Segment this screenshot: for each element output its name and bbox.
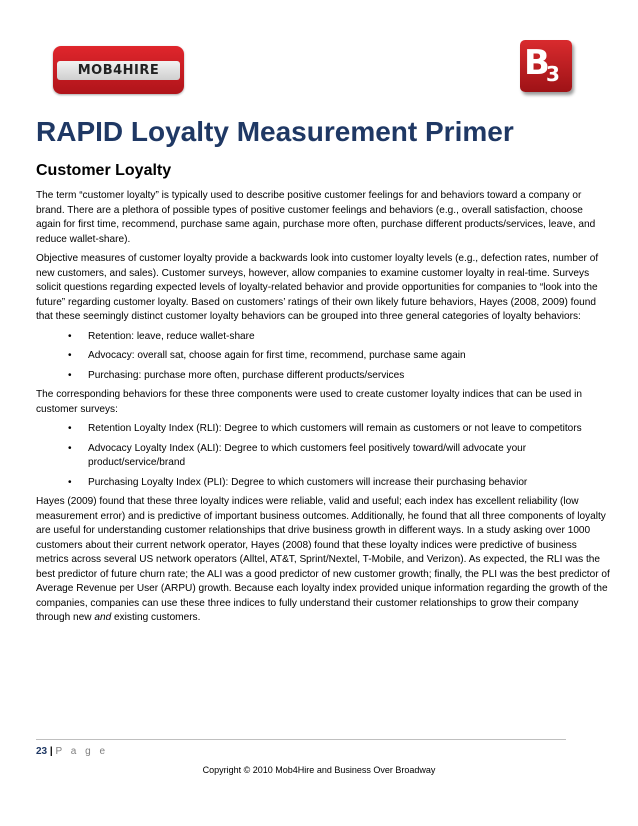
list-item (36, 349, 610, 364)
loyalty-indices-list (36, 422, 610, 490)
list-item (36, 369, 610, 384)
mob4hire-logo-text: MOB4HIRE (57, 61, 180, 80)
loyalty-categories-list (36, 330, 610, 384)
bullet-icon: • (68, 423, 72, 434)
section-heading: Customer Loyalty (36, 162, 172, 179)
copyright-notice: Copyright © 2010 Mob4Hire and Business Over Broadway (202, 765, 436, 775)
paragraph-1: The term “customer loyalty” is typically used to describe positive customer feelings for and behaviors toward a company or brand. There are a plethora of possible types of positive customer feelings and behaviors (e.g., overall satisfaction, choose again for first time, recommend, purchase same again, purchase more often, purchase different products/services, leave, and reduce wallet-share). (36, 190, 596, 245)
b3-logo (520, 40, 572, 92)
list-item-text: Advocacy: overall sat, choose again for first time, recommend, purchase same again (88, 350, 466, 361)
page-number-value: 23 (36, 746, 48, 757)
paragraph-2: Objective measures of customer loyalty provide a backwards look into customer loyalty levels (e.g., defection rates, number of new customers, and sales). Customer surveys, however, allow companies to examine customer loyalty in real-time. Surveys solicit questions regarding expected levels of loyalty-related behavior and provide opportunities for companies to “look into the future” regarding customer loyalty. Based on customers’ ratings of their own likely future behaviors, Hayes (2008, 2009) found that these seemingly distinct customer loyalty behaviors can be grouped into three general categories of loyalty behaviors: (36, 253, 599, 322)
page-label: P a g e (55, 746, 109, 757)
body-text (36, 189, 610, 631)
emphasis-text: and (94, 612, 112, 623)
paragraph-4 (36, 495, 610, 626)
bullet-icon: • (68, 442, 72, 454)
paragraph-4-end: existing customers. (111, 612, 201, 623)
footer-divider (36, 739, 566, 740)
bullet-icon: • (68, 476, 72, 488)
list-item-text: Purchasing: purchase more often, purchase different products/services (88, 369, 405, 381)
bullet-icon: • (68, 369, 72, 381)
list-item (36, 422, 610, 437)
mob4hire-logo (53, 46, 184, 94)
list-item-text: Retention Loyalty Index (RLI): Degree to which customers will remain as customers or not leave to competitors (88, 423, 582, 434)
list-item (36, 442, 610, 471)
paragraph-4-text: Hayes (2009) found that these three loyalty indices were reliable, valid and useful; each index has excellent reliability (low measurement error) and is predictive of important business outcomes. Additionally, he found that all three components of loyalty are useful for understanding customer relationships that drive business growth in different ways. In a study asking over 1000 customers about their current network operator, Hayes (2008) found that these loyalty indices were predictive of business metrics across several US network operators (Alltel, AT&T, Sprint/Nextel, T-Mobile, and Verizon). As expected, the RLI was the best predictor of future churn rate; the ALI was a good predictor of new customer growth; finally, the PLI was the best predictor of Average Revenue per User (ARPU) growth. Because each loyalty index provided unique information regarding the growth of the companies, companies can use these three indices to fully understand their customer relationships to grow their company through new (36, 496, 610, 623)
list-item-text: Advocacy Loyalty Index (ALI): Degree to which customers feel positively toward/will advocate your product/service/brand (88, 442, 527, 468)
paragraph-3: The corresponding behaviors for these three components were used to create customer loyalty indices that can be used in customer surveys: (36, 389, 582, 415)
list-item-text: Purchasing Loyalty Index (PLI): Degree to which customers will increase their purchasing behavior (88, 476, 528, 488)
bullet-icon: • (68, 350, 72, 361)
list-item (36, 330, 610, 345)
list-item-text: Retention: leave, reduce wallet-share (88, 330, 255, 342)
page-number-separator: | (49, 746, 53, 757)
b3-logo-letter: B (524, 43, 550, 83)
page-number (36, 746, 108, 757)
list-item (36, 476, 610, 491)
b3-logo-digit: 3 (546, 62, 560, 86)
document-title: RAPID Loyalty Measurement Primer (36, 116, 514, 147)
bullet-icon: • (68, 330, 72, 342)
